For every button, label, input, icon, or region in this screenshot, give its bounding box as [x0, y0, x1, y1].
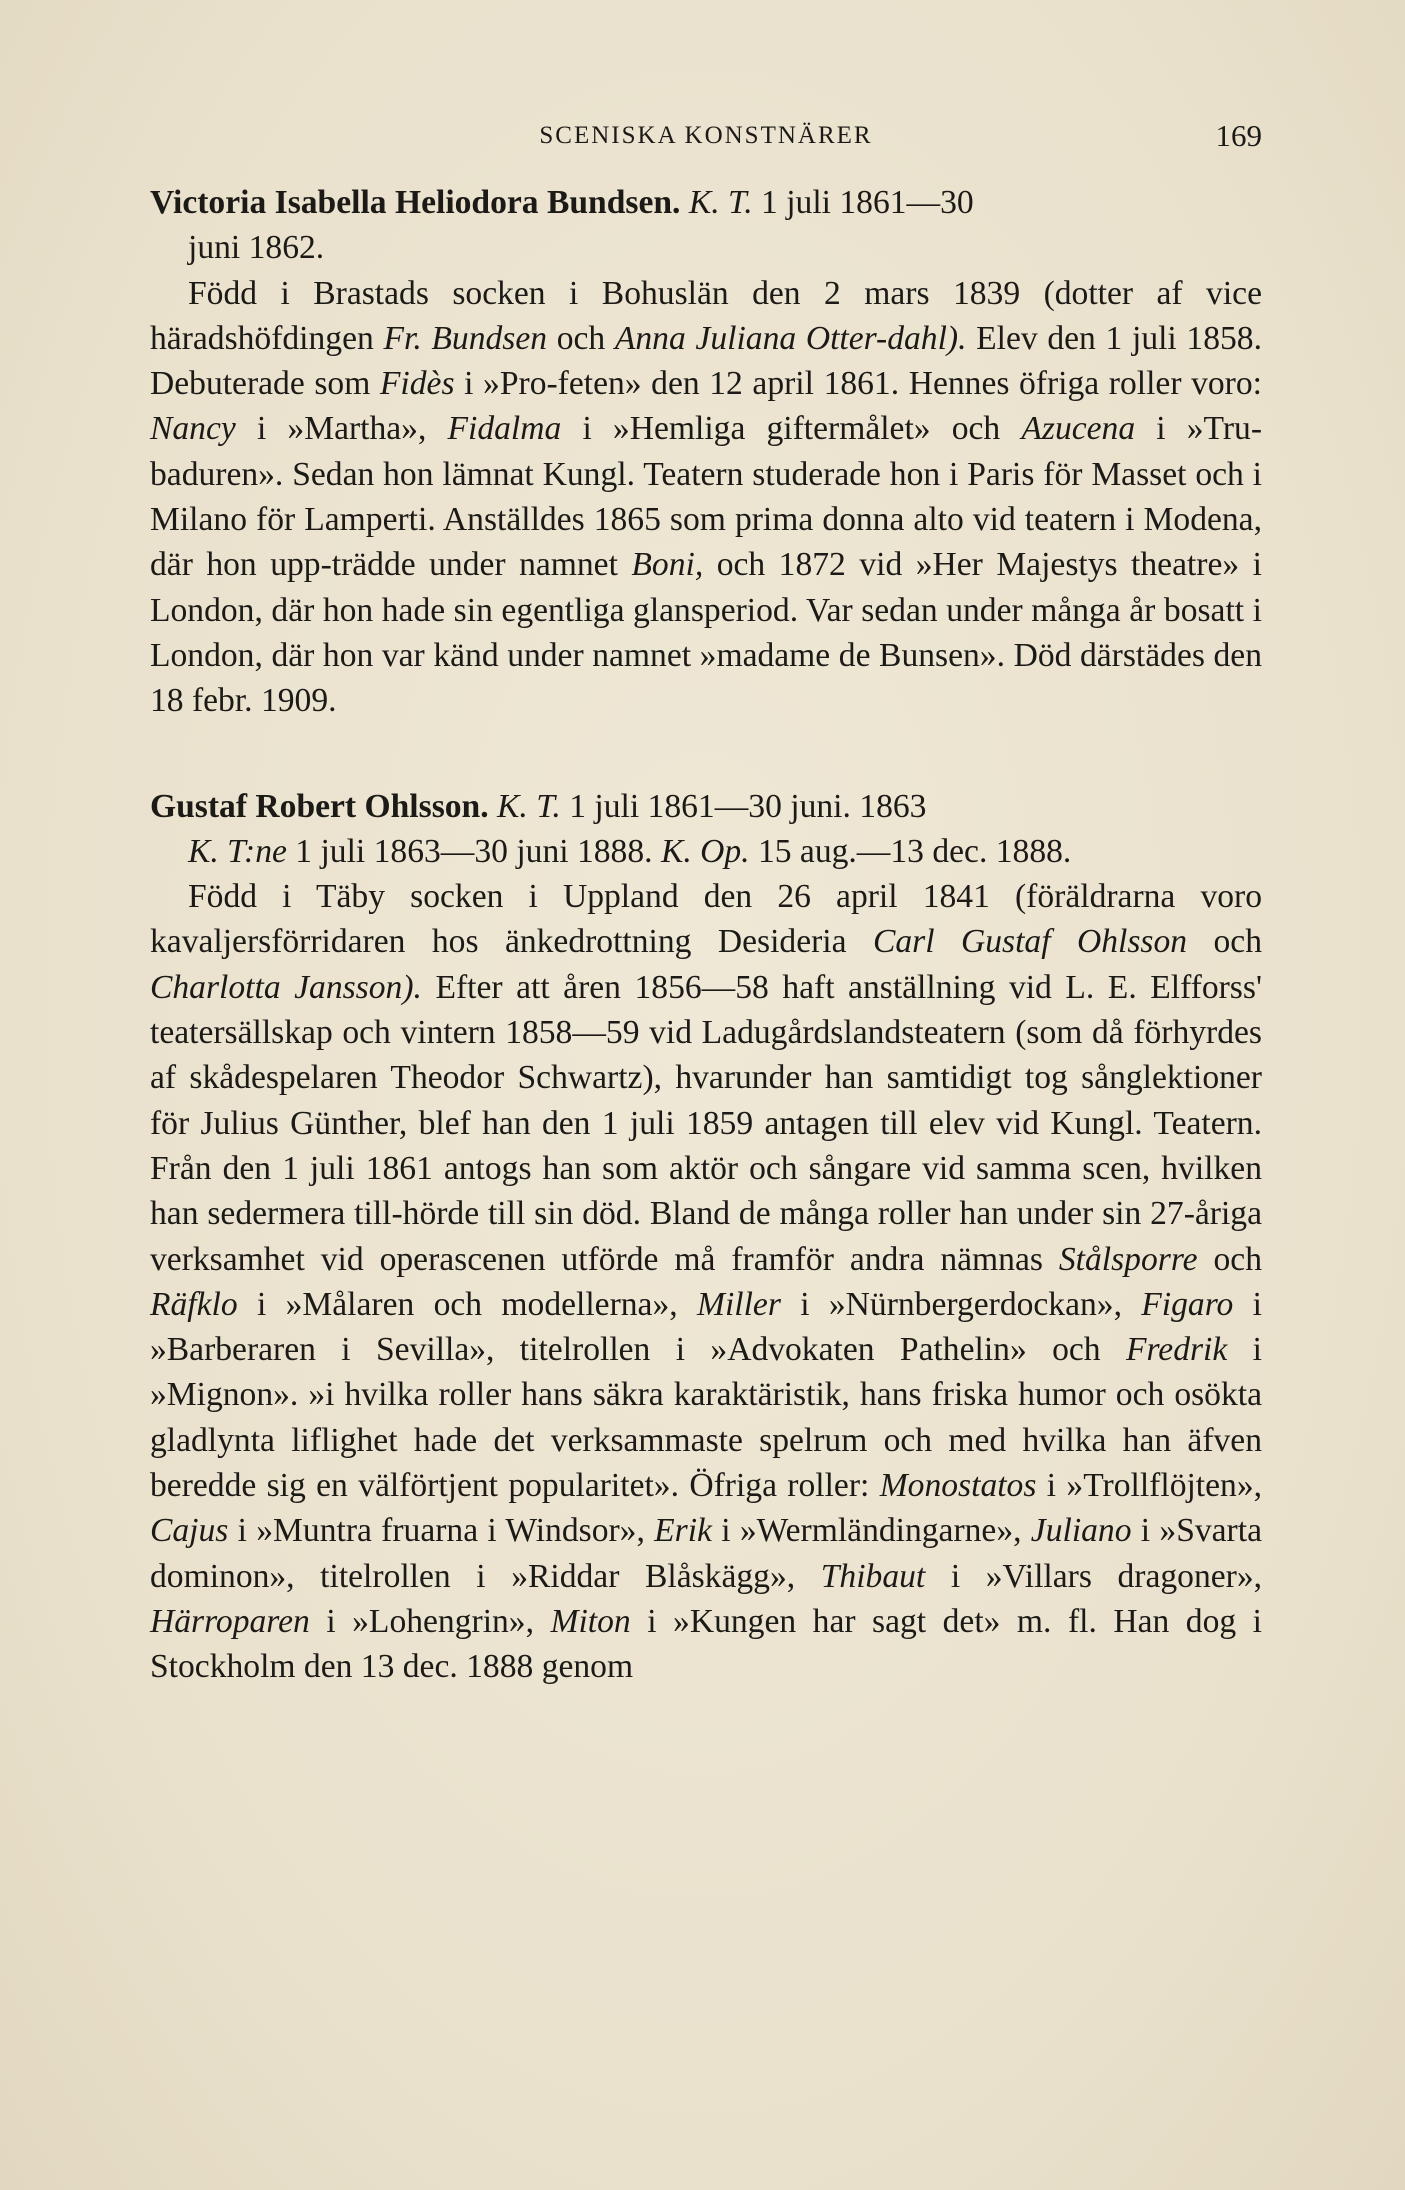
- body-italic: Anna Juliana Otter-dahl).: [614, 319, 967, 357]
- body-italic: Fidalma: [447, 410, 562, 448]
- body-italic: Figaro: [1141, 1285, 1234, 1323]
- entry-separator: [150, 724, 1262, 784]
- body-italic: Boni,: [631, 546, 704, 584]
- running-title: SCENISKA KONSTNÄRER: [539, 122, 873, 149]
- body-italic: Carl Gustaf Ohlsson: [872, 923, 1188, 961]
- body-italic: Erik: [654, 1512, 712, 1550]
- entry-name: Victoria Isabella Heliodora Bundsen.: [150, 184, 681, 221]
- body-italic: Fr. Bundsen: [383, 319, 548, 357]
- body-italic: Juliano: [1030, 1512, 1132, 1550]
- entry-heading-ohlsson: [150, 784, 1262, 875]
- body-text: i »Nürnbergerdockan»,: [780, 1285, 1142, 1323]
- heading-continuation: [188, 829, 1262, 874]
- entry-heading-bundsen: [150, 180, 1262, 271]
- heading-text: [680, 184, 688, 221]
- body-italic: Fidès: [379, 365, 455, 403]
- body-italic: Miton: [550, 1602, 631, 1640]
- entry-body-ohlsson: [150, 874, 1262, 1689]
- page-content: [150, 180, 1262, 1690]
- heading-abbrev: K. T.: [688, 184, 753, 221]
- heading-text: [489, 788, 497, 825]
- body-text: och: [1187, 923, 1262, 961]
- body-italic: Räfklo: [150, 1285, 238, 1323]
- body-italic: Stålsporre: [1058, 1240, 1198, 1278]
- heading-continuation: juni 1862.: [188, 229, 325, 267]
- body-text: i »Svarta dominon», titelrollen i »Riddar Blåskägg»,: [150, 1512, 1262, 1595]
- body-text: Född i Brastads socken i Bohuslän den 2 mars 1839 (dotter af vice häradshöfdingen: [150, 274, 1262, 357]
- body-text: i »Wermländingarne»,: [711, 1512, 1031, 1550]
- body-text: i »Martha»,: [235, 410, 448, 448]
- body-text: i »Villars dragoner»,: [925, 1557, 1263, 1595]
- body-italic: Cajus: [150, 1512, 229, 1550]
- body-italic: Charlotta Jansson).: [150, 968, 422, 1006]
- body-text: Född i Täby socken i Uppland den 26 april 1841 (föräldrarna voro kavaljersförridaren hos änkedrottning Desideria: [150, 878, 1262, 961]
- body-italic: Thibaut: [820, 1557, 926, 1595]
- body-italic: Miller: [696, 1285, 781, 1323]
- body-italic: Nancy: [150, 410, 236, 448]
- body-text: och 1872 vid »Her Majestys theatre» i London, där hon hade sin egentliga glansperiod. Var sedan under många år bosatt i London, där hon var känd under namnet »madame de Bunsen». Död därstädes den 18 febr. 1909.: [150, 546, 1262, 720]
- body-text: i »Hemliga giftermålet» och: [561, 410, 1022, 448]
- heading-dates: 1 juli 1861—30 juni. 1863: [560, 787, 927, 825]
- body-text: i »Barberaren i Sevilla», titelrollen i »Advokaten Pathelin» och: [150, 1285, 1262, 1369]
- page-number: 169: [1215, 118, 1262, 153]
- heading-dates: 1 juli 1861—30: [752, 184, 974, 221]
- heading-dates: 15 aug.—13 dec. 1888.: [749, 832, 1072, 870]
- body-text: i »Trollflöjten»,: [1036, 1467, 1263, 1505]
- body-italic: Fredrik: [1125, 1331, 1228, 1369]
- body-text: i »Lohengrin»,: [309, 1602, 551, 1640]
- body-italic: Monostatos: [879, 1467, 1037, 1505]
- entry-body-bundsen: [150, 271, 1262, 724]
- heading-abbrev: K. Op.: [660, 832, 750, 870]
- heading-dates: 1 juli 1863—30 juni 1888.: [286, 832, 661, 870]
- heading-abbrev: K. T:ne: [188, 832, 287, 870]
- body-text: i »Pro-feten» den 12 april 1861. Hennes öfriga roller voro:: [454, 365, 1262, 403]
- body-text: i »Mignon». »i hvilka roller hans säkra karaktäristik, hans friska humor och osökta gladlynta liflighet hade det verksammaste spelrum och med hvilka han äfven beredde sig en välförtjent popularitet». Öfriga roller:: [150, 1331, 1262, 1505]
- entry-name: Gustaf Robert Ohlsson.: [150, 787, 489, 825]
- body-text: i »Muntra fruarna i Windsor»,: [228, 1512, 655, 1550]
- body-italic: Azucena: [1021, 410, 1136, 448]
- body-italic: Härroparen: [150, 1602, 310, 1640]
- body-text: i »Målaren och modellerna»,: [237, 1285, 697, 1323]
- body-text: Efter att åren 1856—58 haft anställning vid L. E. Elfforss' teatersällskap och vintern 1858—59 vid Ladugårdslandsteatern (som då förhyrdes af skådespelaren Theodor Schwartz), hvarunder han samtidigt tog sånglektioner för Julius Günther, blef han den 1 juli 1859 antagen till elev vid Kungl. Teatern. Från den 1 juli 1861 antogs han som aktör och sångare vid samma scen, hvilken han sedermera till-hörde till sin död. Bland de många roller han under sin 27-åriga verksamhet vid operascenen utförde må framför andra nämnas: [150, 968, 1262, 1278]
- body-text: i »Tru-baduren». Sedan hon lämnat Kungl. Teatern studerade hon i Paris för Masset och i Milano för Lamperti. Anställdes 1865 som prima donna alto vid teatern i Modena, där hon upp-trädde under namnet: [150, 410, 1263, 584]
- body-text: Elev den 1 juli 1858. Debuterade som: [150, 319, 1262, 403]
- running-head: [150, 118, 1262, 158]
- body-text: och: [1197, 1240, 1262, 1278]
- heading-abbrev: K. T.: [497, 787, 561, 825]
- body-text: i »Kungen har sagt det» m. fl. Han dog i Stockholm den 13 dec. 1888 genom: [150, 1602, 1263, 1686]
- body-text: och: [547, 319, 615, 357]
